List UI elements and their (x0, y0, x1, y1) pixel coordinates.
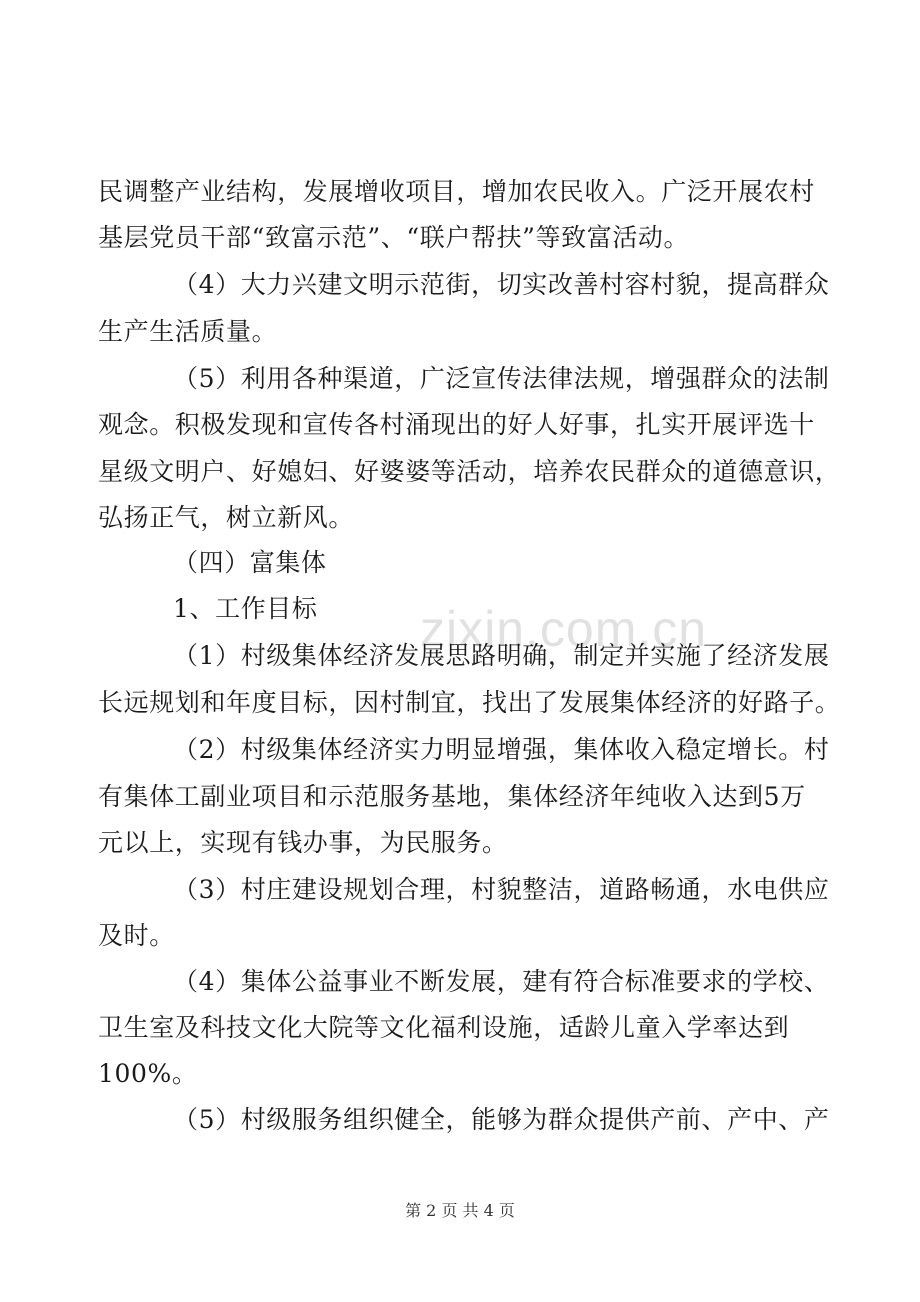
body-line: 及时。 (98, 921, 175, 950)
body-line: 生产生活质量。 (98, 317, 278, 346)
paragraph-line: （5）利用各种渠道，广泛宣传法律法规，增强群众的法制 (173, 364, 830, 393)
body-line: 元以上，实现有钱办事，为民服务。 (98, 828, 508, 857)
watermark: zixin.com.cn (420, 601, 708, 657)
paragraph-line: （4）大力兴建文明示范街，切实改善村容村貌，提高群众 (173, 270, 830, 299)
body-line: 民调整产业结构，发展增收项目，增加农民收入。广泛开展农村 (98, 177, 815, 206)
subsection-heading: 1、工作目标 (173, 594, 318, 623)
paragraph-line: （3）村庄建设规划合理，村貌整洁，道路畅通，水电供应 (173, 875, 830, 904)
body-line: 卫生室及科技文化大院等文化福利设施，适龄儿童入学率达到 (98, 1013, 790, 1042)
page-footer: 第 2 页 共 4 页 (405, 1201, 515, 1220)
body-line: 弘扬正气，树立新风。 (98, 503, 355, 532)
paragraph-line: （5）村级服务组织健全，能够为群众提供产前、产中、产 (173, 1105, 830, 1134)
body-line: 长远规划和年度目标，因村制宜，找出了发展集体经济的好路子。 (98, 688, 841, 717)
body-line: 观念。积极发现和宣传各村涌现出的好人好事，扎实开展评选十 (98, 410, 815, 439)
body-line: 基层党员干部“致富示范”、“联户帮扶”等致富活动。 (98, 223, 690, 252)
body-line: 星级文明户、好媳妇、好婆婆等活动，培养农民群众的道德意识， (98, 457, 841, 486)
paragraph-line: （1）村级集体经济发展思路明确，制定并实施了经济发展 (173, 641, 830, 670)
paragraph-line: （4）集体公益事业不断发展，建有符合标准要求的学校、 (173, 967, 830, 996)
body-line: 100%。 (98, 1059, 198, 1088)
body-line: 有集体工副业项目和示范服务基地，集体经济年纯收入达到5万 (98, 782, 806, 811)
section-heading: （四）富集体 (173, 548, 327, 577)
paragraph-line: （2）村级集体经济实力明显增强，集体收入稳定增长。村 (173, 735, 830, 764)
